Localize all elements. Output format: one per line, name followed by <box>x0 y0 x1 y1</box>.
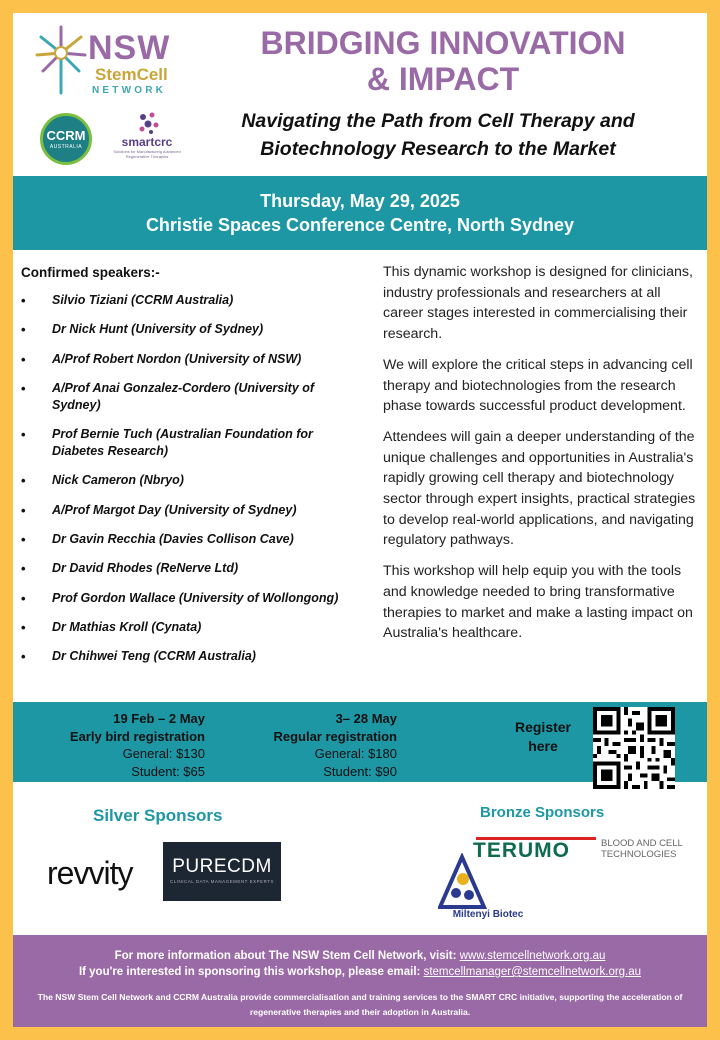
subtitle-line-1: Navigating the Path from Cell Therapy and <box>241 110 635 132</box>
early-bird-dates: 19 Feb – 2 May <box>113 711 205 726</box>
email-link[interactable]: stemcellmanager@stemcellnetwork.org.au <box>423 966 642 978</box>
regular-general: General: $180 <box>314 746 397 761</box>
regular-label: Regular registration <box>273 728 397 744</box>
date-venue-banner <box>13 176 707 250</box>
regular-dates: 3– 28 May <box>335 711 397 726</box>
terumo-logo: TERUMO <box>473 839 570 862</box>
regular-pricing <box>235 710 397 780</box>
revvity-logo: revvity <box>47 855 133 891</box>
regular-student: Student: $90 <box>323 763 397 779</box>
title-line-1: BRIDGING INNOVATION <box>260 25 626 61</box>
list-item: • Dr David Rhodes (ReNerve Ltd) <box>21 560 366 577</box>
description-paragraph: Attendees will gain a deeper understanding of the unique challenges and opportunities in Australia's rapidly growing cell therapy and biotechnology sector through expert insights, practical strategies to develop real-world applications, and navigating regulatory pathways. <box>383 428 696 549</box>
description-paragraph: This dynamic workshop is designed for clinicians, industry professionals and researchers at all career stages interested in commercialising their research. <box>383 264 693 343</box>
purecdm-text: PURECDM <box>172 856 272 877</box>
smartcrc-text: smartcrc <box>121 135 173 149</box>
list-item: • Nick Cameron (Nbryo) <box>21 472 366 489</box>
event-venue: Christie Spaces Conference Centre, North Sydney <box>145 215 575 235</box>
list-item: • Prof Gordon Wallace (University of Wollongong) <box>21 590 366 607</box>
description-paragraph: We will explore the critical steps in advancing cell therapy and biotechnologies from the research phase towards successful product development. <box>383 356 693 415</box>
ccrm-australia-text: AUSTRALIA <box>49 144 83 150</box>
miltenyi-logo <box>438 853 538 923</box>
miltenyi-text: Miltenyi Biotec <box>452 909 524 920</box>
network-text: NETWORK <box>92 85 167 96</box>
smartcrc-logo <box>109 110 185 166</box>
description-paragraph: This workshop will help equip you with the tools and knowledge needed to bring transformative therapies to market and make a lasting impact on Australia's healthcare. <box>383 563 693 642</box>
terumo-sub-line-2: TECHNOLOGIES <box>601 849 677 860</box>
early-bird-general: General: $130 <box>122 746 205 761</box>
early-bird-student: Student: $65 <box>131 763 205 779</box>
footer-info-text: For more information about The NSW Stem Cell Network, visit: <box>114 950 460 962</box>
title-line-2: & IMPACT <box>366 61 520 97</box>
smartcrc-tagline: Solutions for Manufacturing Advanced Regenerative Therapies <box>113 149 181 159</box>
event-date: Thursday, May 29, 2025 <box>260 191 460 211</box>
molecule-icon <box>135 110 161 136</box>
register-here-label[interactable] <box>503 718 583 756</box>
event-title <box>208 25 678 97</box>
ccrm-logo <box>40 113 92 165</box>
flyer-page <box>13 13 707 1027</box>
workshop-description <box>383 262 701 654</box>
list-item: • Prof Bernie Tuch (Australian Foundation for Diabetes Research) <box>21 426 366 460</box>
qr-code-icon[interactable] <box>593 707 675 789</box>
bronze-sponsors-heading: Bronze Sponsors <box>480 804 605 821</box>
list-item: • Dr Mathias Kroll (Cynata) <box>21 619 366 636</box>
early-bird-pricing <box>43 710 205 780</box>
list-item: • A/Prof Anai Gonzalez-Cordero (University of Sydney) <box>21 380 366 414</box>
subtitle-line-2: Biotechnology Research to the Market <box>260 138 616 160</box>
silver-sponsors-heading: Silver Sponsors <box>93 806 223 825</box>
starburst-icon <box>35 23 91 95</box>
footer-sponsor-line <box>13 965 707 980</box>
speakers-section <box>21 265 366 678</box>
list-item: • Dr Nick Hunt (University of Sydney) <box>21 321 366 338</box>
list-item: • A/Prof Margot Day (University of Sydney) <box>21 502 366 519</box>
terumo-sub-line-1: BLOOD AND CELL <box>601 838 683 849</box>
nsw-stemcell-logo <box>35 23 195 103</box>
list-item: • Dr Chihwei Teng (CCRM Australia) <box>21 648 366 665</box>
footer-disclaimer: The NSW Stem Cell Network and CCRM Australia provide commercialisation and training services to the SMART CRC initiative, supporting the acceleration of regenerative therapies and their adoption in Australia. <box>37 992 683 1017</box>
registration-bar <box>13 702 707 782</box>
miltenyi-triangle-icon <box>438 853 538 909</box>
list-item: • Dr Gavin Recchia (Davies Collison Cave) <box>21 531 366 548</box>
speakers-heading: Confirmed speakers:- <box>21 265 160 280</box>
event-subtitle <box>213 107 663 163</box>
footer-info-line <box>13 949 707 964</box>
footer-sponsor-text: If you're interested in sponsoring this workshop, please email: <box>78 966 424 978</box>
purecdm-logo <box>163 842 281 901</box>
list-item: • Silvio Tiziani (CCRM Australia) <box>21 292 366 309</box>
list-item: • A/Prof Robert Nordon (University of NSW) <box>21 351 366 368</box>
footer <box>13 935 707 1027</box>
purecdm-tagline: CLINICAL DATA MANAGEMENT EXPERTS <box>169 879 275 884</box>
here-text: here <box>528 738 558 754</box>
website-link[interactable]: www.stemcellnetwork.org.au <box>459 950 606 962</box>
stemcell-text: StemCell <box>95 65 168 84</box>
ccrm-text: CCRM <box>46 128 86 143</box>
terumo-subtitle <box>601 838 683 860</box>
speakers-list <box>21 292 366 665</box>
nsw-text: NSW <box>88 29 171 67</box>
early-bird-label: Early bird registration <box>69 728 205 744</box>
register-text: Register <box>514 719 572 735</box>
